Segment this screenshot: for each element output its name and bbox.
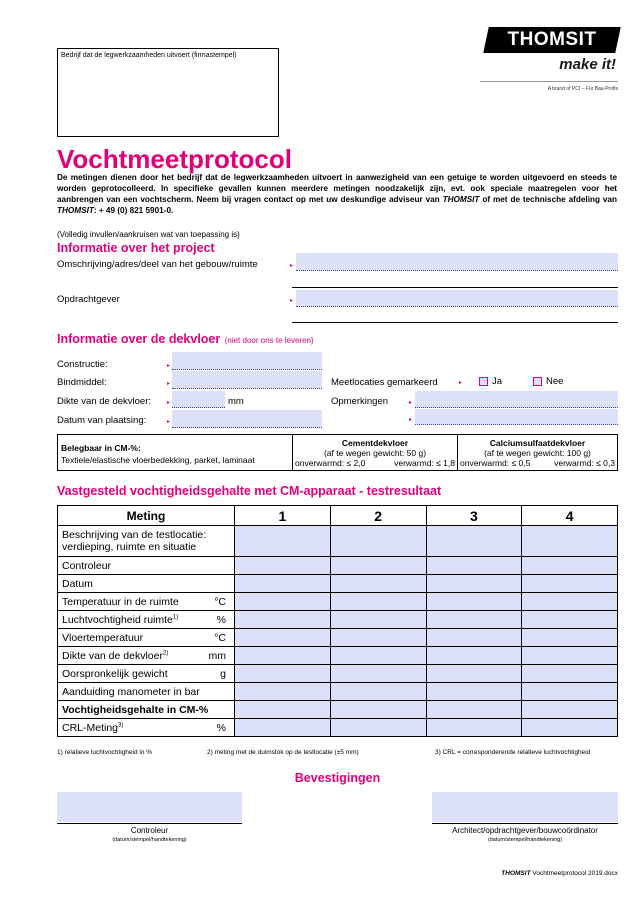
no-option[interactable] xyxy=(533,376,563,387)
field-marker-icon: ▸ xyxy=(167,363,171,369)
cement-weight: (af te wegen gewicht: 50 g) xyxy=(323,447,427,458)
measurement-input-cell[interactable] xyxy=(522,647,618,665)
results-row-footnote-mark: 1) xyxy=(172,614,179,620)
measurement-input-cell[interactable] xyxy=(330,557,426,575)
construction-label: Constructie: xyxy=(57,359,108,370)
measurement-input-cell[interactable] xyxy=(330,629,426,647)
placement-date-field[interactable] xyxy=(172,410,322,428)
brand-subtext: A brand of PCI – Für Bau-Profis xyxy=(547,86,618,92)
calcium-title: Calciumsulfaatdekvloer xyxy=(489,437,586,448)
results-row-label-text: Vochtigheidsgehalte in CM-% xyxy=(62,703,209,716)
placement-date-label: Datum van plaatsing: xyxy=(57,415,147,426)
results-row-label xyxy=(62,632,143,644)
measurement-input-cell[interactable] xyxy=(522,575,618,593)
results-row-label-cell xyxy=(58,629,235,647)
measurement-column-header: 3 xyxy=(426,506,522,526)
field-marker-icon: ▸ xyxy=(167,381,171,387)
results-row xyxy=(58,647,618,665)
intro-part3: : + 49 (0) 821 5901-0. xyxy=(93,206,174,215)
measurement-input-cell[interactable] xyxy=(235,683,331,701)
field-marker-icon: ▸ xyxy=(167,400,171,406)
results-row-label xyxy=(62,704,208,716)
footnote-1: 1) relatieve luchtvochtigheid in % xyxy=(57,749,153,756)
architect-signature-line xyxy=(432,823,618,824)
thickness-unit: mm xyxy=(228,396,244,407)
results-row-unit: °C xyxy=(214,631,226,644)
results-row-label-text: Vloertemperatuur xyxy=(62,631,144,644)
cement-unheated: onverwarmd: ≤ 2,0 xyxy=(295,457,366,468)
results-row-label-text: Controleur xyxy=(62,559,112,572)
results-row-label-cell xyxy=(58,719,235,737)
coverable-title: Belegbaar in CM-%: xyxy=(61,443,141,453)
yes-checkbox[interactable] xyxy=(479,377,488,386)
results-row xyxy=(58,701,618,719)
results-row-label-cell xyxy=(58,557,235,575)
results-row-label xyxy=(62,722,123,734)
measurement-input-cell[interactable] xyxy=(522,701,618,719)
yes-label: Ja xyxy=(492,376,503,387)
measurement-input-cell[interactable] xyxy=(522,719,618,737)
results-row-label-text: Temperatuur in de ruimte xyxy=(62,595,179,608)
measurement-input-cell[interactable] xyxy=(235,575,331,593)
results-row-label-cell xyxy=(58,665,235,683)
measurement-input-cell[interactable] xyxy=(426,611,522,629)
results-row-label xyxy=(62,529,230,553)
results-row-unit: % xyxy=(216,721,226,734)
intro-brand2: THOMSIT xyxy=(57,206,94,215)
cement-heated: verwarmd: ≤ 1,8 xyxy=(394,457,455,468)
field-marker-icon: ▸ xyxy=(290,298,294,304)
results-row-label-text: CRL-Meting xyxy=(62,721,119,734)
field-marker-icon: ▸ xyxy=(167,419,171,425)
results-row-label-text: Aanduiding manometer in bar xyxy=(62,685,200,698)
logo-divider xyxy=(480,81,618,82)
floor-heading-text: Informatie over de dekvloer xyxy=(57,332,221,346)
measurement-input-cell[interactable] xyxy=(426,557,522,575)
results-row-unit: % xyxy=(216,613,226,626)
results-row-label xyxy=(62,686,200,698)
measurement-input-cell[interactable] xyxy=(426,701,522,719)
results-row-footnote-mark: 2) xyxy=(162,650,169,656)
yes-option[interactable] xyxy=(479,376,502,387)
measurement-input-cell[interactable] xyxy=(426,647,522,665)
measurement-input-cell[interactable] xyxy=(235,526,331,557)
measurement-input-cell[interactable] xyxy=(235,629,331,647)
field-marker-icon: ▸ xyxy=(459,380,463,386)
measurement-column-header: 2 xyxy=(330,506,426,526)
footer xyxy=(400,870,618,877)
project-heading: Informatie over het project xyxy=(57,241,215,255)
measurement-input-cell[interactable] xyxy=(330,611,426,629)
results-row-label-cell xyxy=(58,526,235,557)
calcium-cell xyxy=(458,435,618,471)
measurement-input-cell[interactable] xyxy=(426,593,522,611)
measurement-input-cell[interactable] xyxy=(426,629,522,647)
project-description-label: Omschrijving/adres/deel van het gebouw/ruimte xyxy=(57,259,258,270)
results-row-label xyxy=(62,596,179,608)
intro-text xyxy=(57,172,617,216)
architect-label: Architect/opdrachtgever/bouwcoördinator xyxy=(452,826,598,835)
results-heading: Vastgesteld vochtigheidsgehalte met CM-apparaat - testresultaat xyxy=(57,484,442,498)
construction-field[interactable] xyxy=(172,352,322,370)
coverable-subtitle: Textiele/elastische vloerbedekking, parket, laminaat xyxy=(61,455,255,465)
results-row-label-cell xyxy=(58,611,235,629)
measurement-input-cell[interactable] xyxy=(235,557,331,575)
results-row xyxy=(58,683,618,701)
measurement-column-header: 4 xyxy=(522,506,618,526)
footer-doc: Vochtmeetprotocol 2019.docx xyxy=(530,870,618,877)
intro-part1: De metingen dienen door het bedrijf dat de legwerkzaamheden uitvoert in aanwezigheid van een getuige te worden uitgevoerd en steeds te worden geprotocolleerd. In specifieke gevallen kunnen meerdere metingen noodzakelijk zijn, evt. ook speciale maatregelen voor het aanbrengen van een vochtscherm. Neem bij vragen contact op met uw deskundige adviseur van xyxy=(57,173,617,204)
field-marker-icon: ▸ xyxy=(409,417,413,423)
results-header-label: Meting xyxy=(58,506,235,526)
field-marker-icon: ▸ xyxy=(409,400,413,406)
results-row-label-cell xyxy=(58,647,235,665)
measurement-input-cell[interactable] xyxy=(522,611,618,629)
results-table xyxy=(57,505,618,737)
controller-sub: (datum/stempel/handtekening) xyxy=(112,837,187,843)
results-row xyxy=(58,629,618,647)
measurement-input-cell[interactable] xyxy=(330,647,426,665)
measurement-column-header: 1 xyxy=(235,506,331,526)
confirm-heading: Bevestigingen xyxy=(294,771,381,785)
results-row-label-cell xyxy=(58,593,235,611)
measurement-input-cell[interactable] xyxy=(522,683,618,701)
results-row-label xyxy=(62,614,178,626)
footer-brand: THOMSIT xyxy=(501,870,531,877)
measurement-input-cell[interactable] xyxy=(426,719,522,737)
thickness-label: Dikte van de dekvloer: xyxy=(57,396,151,407)
results-row xyxy=(58,719,618,737)
cement-cell xyxy=(293,435,458,471)
page-title: Vochtmeetprotocol xyxy=(57,144,292,174)
locations-marked-label: Meetlocaties gemarkeerd xyxy=(331,377,438,388)
footnote-3: 3) CRL = corresponderende relatieve luchtvochtigheid xyxy=(435,749,591,756)
brand-name: THOMSIT xyxy=(507,29,597,50)
measurement-input-cell[interactable] xyxy=(522,526,618,557)
results-row xyxy=(58,665,618,683)
brand-slogan: make it! xyxy=(559,56,616,73)
measurement-input-cell[interactable] xyxy=(235,665,331,683)
measurement-input-cell[interactable] xyxy=(426,665,522,683)
measurement-input-cell[interactable] xyxy=(426,526,522,557)
remarks-label: Opmerkingen xyxy=(331,396,389,407)
floor-heading-note: (niet door ons te leveren) xyxy=(224,336,314,345)
intro-brand1: THOMSIT xyxy=(442,195,480,204)
results-header-row xyxy=(58,506,618,526)
controller-signature-line xyxy=(57,823,242,824)
measurement-input-cell[interactable] xyxy=(235,719,331,737)
measurement-input-cell[interactable] xyxy=(330,665,426,683)
measurement-input-cell[interactable] xyxy=(330,526,426,557)
footnote-2: 2) meting met de duimstok op de testlocatie (±5 mm) xyxy=(207,749,359,756)
measurement-input-cell[interactable] xyxy=(235,593,331,611)
client-field[interactable] xyxy=(296,290,618,307)
binder-label: Bindmiddel: xyxy=(57,377,107,388)
results-row-label xyxy=(62,560,111,572)
company-stamp-label: Bedrijf dat de legwerkzaamheden uitvoert (firmastempel) xyxy=(61,52,237,59)
results-row-unit: °C xyxy=(214,595,226,608)
measurement-input-cell[interactable] xyxy=(330,683,426,701)
measurement-input-cell[interactable] xyxy=(330,593,426,611)
measurement-input-cell[interactable] xyxy=(330,575,426,593)
measurement-input-cell[interactable] xyxy=(426,683,522,701)
measurement-input-cell[interactable] xyxy=(330,719,426,737)
floor-heading xyxy=(57,330,314,348)
results-row-label-text: Dikte van de dekvloer xyxy=(62,649,163,662)
results-row xyxy=(58,593,618,611)
measurement-input-cell[interactable] xyxy=(522,593,618,611)
results-row xyxy=(58,611,618,629)
results-row-label-text: Oorspronkelijk gewicht xyxy=(62,667,168,680)
measurement-input-cell[interactable] xyxy=(522,557,618,575)
calcium-values xyxy=(460,458,615,468)
results-row-label xyxy=(62,668,168,680)
results-row-footnote-mark: 3) xyxy=(118,722,124,728)
client-line-top xyxy=(292,287,618,288)
remarks-field-1[interactable] xyxy=(415,391,618,408)
measurement-input-cell[interactable] xyxy=(235,647,331,665)
results-row xyxy=(58,526,618,557)
thickness-field[interactable] xyxy=(172,391,225,408)
coverable-cell xyxy=(58,435,293,471)
client-label: Opdrachtgever xyxy=(57,294,120,305)
architect-signature-field[interactable] xyxy=(432,792,618,822)
results-row-label-text: Luchtvochtigheid ruimte xyxy=(62,613,173,626)
field-marker-icon: ▸ xyxy=(290,263,294,269)
results-row-label-text: Datum xyxy=(62,577,93,590)
results-row-label-cell xyxy=(58,575,235,593)
measurement-input-cell[interactable] xyxy=(235,611,331,629)
thomsit-logo xyxy=(483,27,621,53)
intro-part2: of met de technische afdeling van xyxy=(479,195,617,204)
no-label: Nee xyxy=(546,376,564,387)
company-stamp-box[interactable] xyxy=(57,48,279,137)
binder-field[interactable] xyxy=(172,371,322,389)
results-row-label xyxy=(62,578,93,590)
results-row-unit: g xyxy=(220,667,226,680)
results-row-label-cell xyxy=(58,701,235,719)
no-checkbox[interactable] xyxy=(533,377,542,386)
calcium-weight: (af te wegen gewicht: 100 g) xyxy=(484,447,591,458)
results-row-label-cell xyxy=(58,683,235,701)
coverable-table xyxy=(57,434,618,471)
controller-signature-field[interactable] xyxy=(57,792,242,822)
measurement-input-cell[interactable] xyxy=(235,701,331,719)
architect-sub: (datum/stempel/handtekening) xyxy=(487,837,563,843)
results-row xyxy=(58,575,618,593)
calcium-unheated: onverwarmd: ≤ 0,5 xyxy=(460,457,531,468)
measurement-input-cell[interactable] xyxy=(426,575,522,593)
measurement-input-cell[interactable] xyxy=(522,629,618,647)
controller-label: Controleur xyxy=(130,826,169,835)
results-row-label xyxy=(62,650,168,662)
results-row-unit: mm xyxy=(208,649,226,662)
remarks-field-2[interactable] xyxy=(415,409,618,425)
results-row xyxy=(58,557,618,575)
calcium-heated: verwarmd: ≤ 0,3 xyxy=(554,457,615,468)
cement-values xyxy=(295,458,455,468)
cement-title: Cementdekvloer xyxy=(341,437,409,448)
results-row-label-text: Beschrijving van de testlocatie: verdieping, ruimte en situatie xyxy=(62,529,207,553)
fill-note: (Volledig invullen/aankruisen wat van toepassing is) xyxy=(57,230,240,239)
project-description-field[interactable] xyxy=(296,253,618,271)
measurement-input-cell[interactable] xyxy=(522,665,618,683)
client-line-bottom xyxy=(292,322,618,323)
measurement-input-cell[interactable] xyxy=(330,701,426,719)
